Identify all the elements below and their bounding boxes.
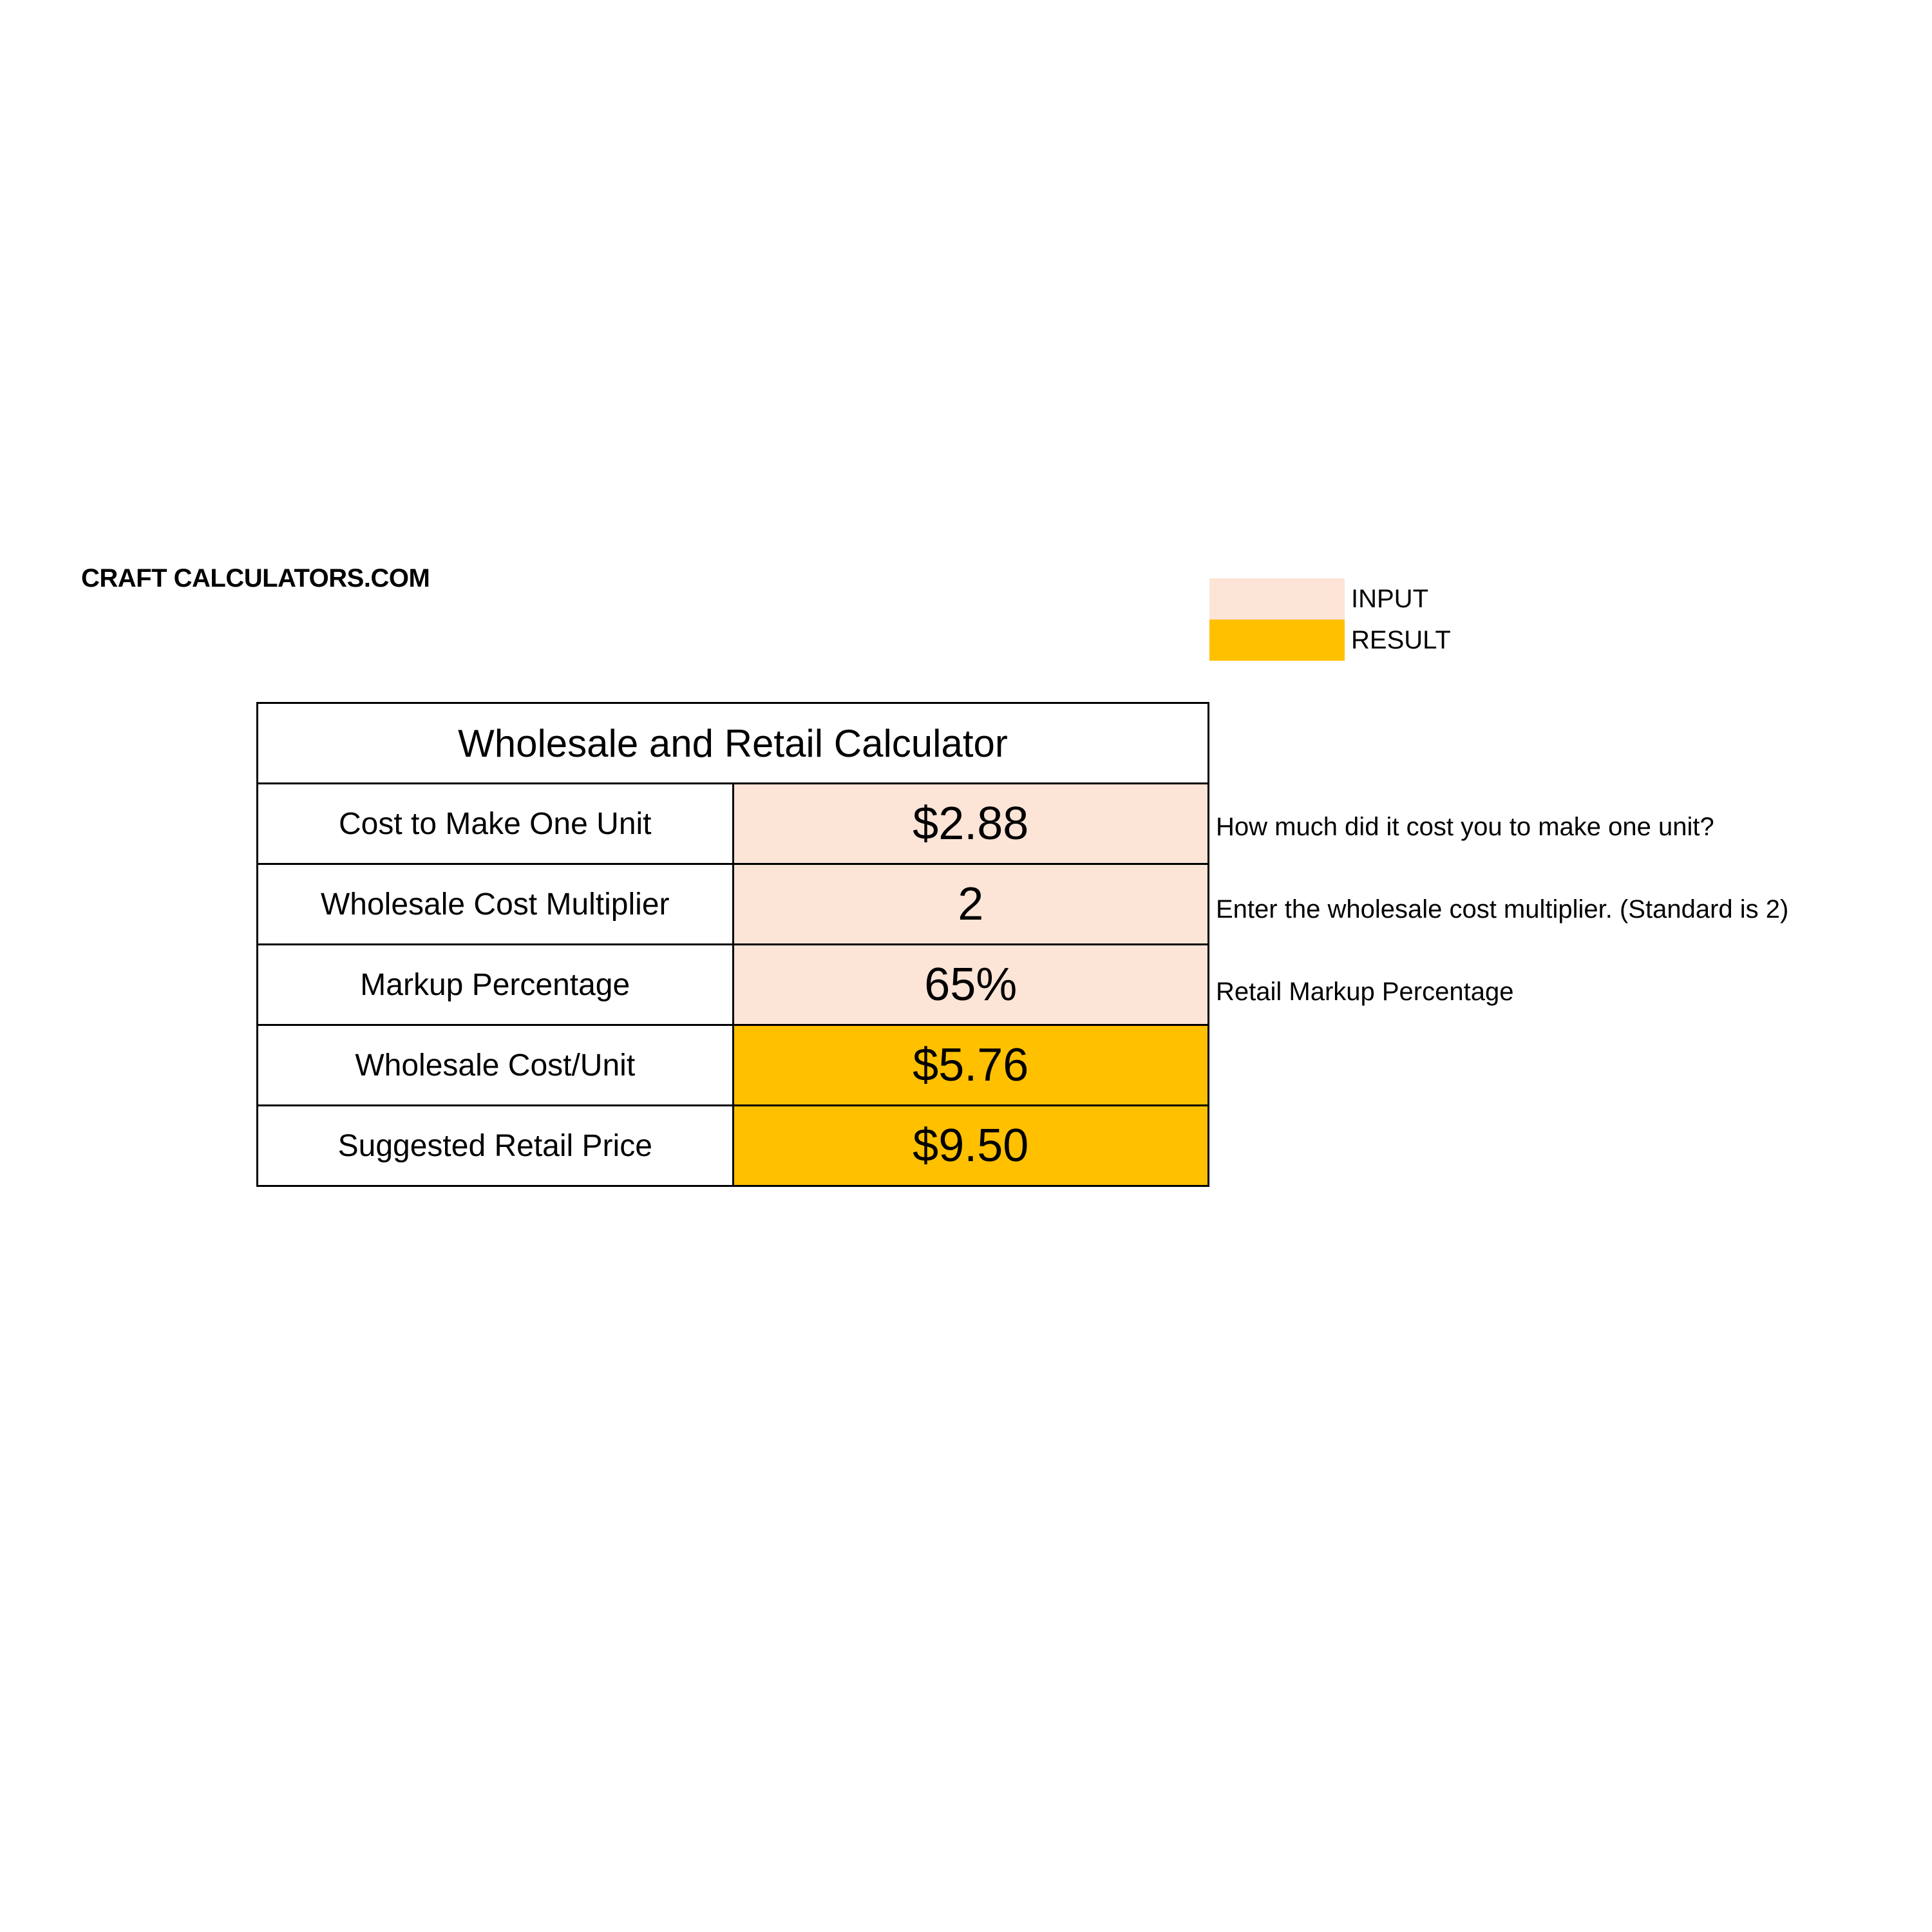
multiplier-note: Enter the wholesale cost multiplier. (Standard is 2) <box>1216 895 1789 923</box>
multiplier-input[interactable]: 2 <box>733 864 1209 945</box>
legend-input-label: INPUT <box>1351 585 1428 613</box>
brand-title: CRAFT CALCULATORS.COM <box>81 564 430 592</box>
calculator-table <box>256 702 1209 1187</box>
legend-result-swatch <box>1209 620 1345 661</box>
retail-price-result: $9.50 <box>733 1106 1209 1186</box>
markup-label: Markup Percentage <box>258 945 734 1025</box>
table-row <box>258 1106 1209 1186</box>
markup-input[interactable]: 65% <box>733 945 1209 1025</box>
calculator-title: Wholesale and Retail Calculator <box>258 703 1209 784</box>
cost-to-make-note: How much did it cost you to make one unit? <box>1216 813 1714 841</box>
table-row <box>258 945 1209 1025</box>
table-row <box>258 784 1209 864</box>
wholesale-cost-label: Wholesale Cost/Unit <box>258 1025 734 1106</box>
legend-input-swatch <box>1209 578 1345 620</box>
table-row <box>258 1025 1209 1106</box>
legend-result-label: RESULT <box>1351 626 1451 654</box>
cost-to-make-input[interactable]: $2.88 <box>733 784 1209 864</box>
table-row <box>258 864 1209 945</box>
wholesale-cost-result: $5.76 <box>733 1025 1209 1106</box>
multiplier-label: Wholesale Cost Multiplier <box>258 864 734 945</box>
cost-to-make-label: Cost to Make One Unit <box>258 784 734 864</box>
retail-price-label: Suggested Retail Price <box>258 1106 734 1186</box>
calculator-title-row <box>258 703 1209 784</box>
markup-note: Retail Markup Percentage <box>1216 978 1514 1006</box>
